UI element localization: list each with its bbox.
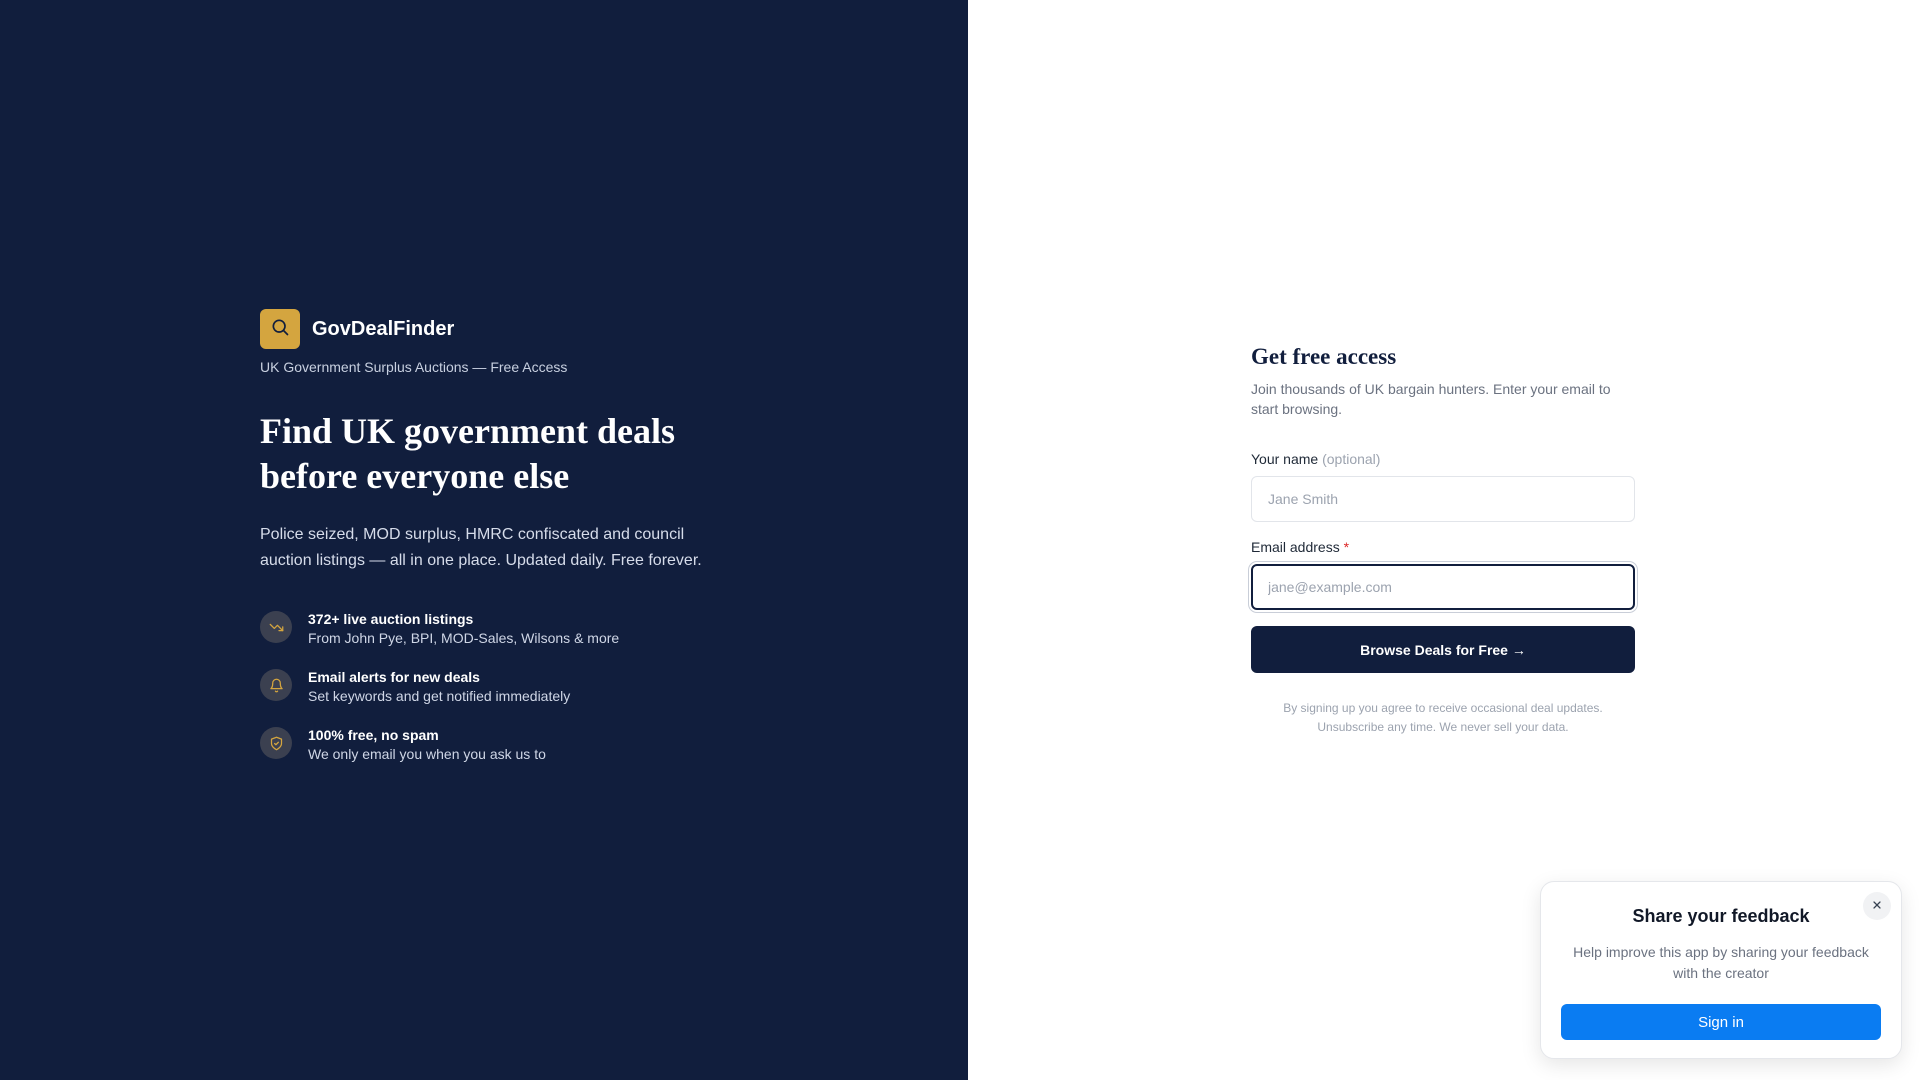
feedback-title: Share your feedback <box>1632 906 1810 926</box>
search-icon <box>270 317 290 342</box>
feature-title: 372+ live auction listings <box>308 611 474 627</box>
browse-deals-button[interactable]: Browse Deals for Free → <box>1251 626 1635 673</box>
signup-form <box>1251 344 1635 737</box>
form-subtitle: Join thousands of UK bargain hunters. Enter your email to start browsing. <box>1251 381 1611 417</box>
hero-headline: Find UK government deals before everyone else <box>260 411 676 496</box>
sign-in-button[interactable]: Sign in <box>1561 1004 1881 1040</box>
optional-hint: (optional) <box>1322 451 1381 467</box>
feature-desc: We only email you when you ask us to <box>308 746 546 762</box>
brand <box>260 309 720 349</box>
feature-item <box>260 726 720 764</box>
brand-logo <box>260 309 300 349</box>
feature-item <box>260 610 720 648</box>
feedback-description: Help improve this app by sharing your feedback with the creator <box>1573 944 1869 981</box>
feedback-card <box>1540 881 1902 1059</box>
form-title: Get free access <box>1251 344 1397 369</box>
feature-list <box>260 610 720 764</box>
bell-icon <box>260 669 292 701</box>
name-label <box>1251 451 1635 467</box>
brand-tagline: UK Government Surplus Auctions — Free Access <box>260 359 568 375</box>
email-label <box>1251 539 1635 555</box>
feature-title: 100% free, no spam <box>308 727 439 743</box>
name-field[interactable] <box>1251 476 1635 522</box>
close-icon <box>1871 899 1883 914</box>
feature-desc: Set keywords and get notified immediately <box>308 688 571 704</box>
email-label-text: Email address <box>1251 539 1340 555</box>
feedback-close-button[interactable] <box>1863 892 1891 920</box>
hero-intro: Police seized, MOD surplus, HMRC confiscated and council auction listings — all in one place. Updated daily. Free forever. <box>260 526 702 569</box>
name-label-text: Your name <box>1251 451 1319 467</box>
legal-line: Unsubscribe any time. We never sell your data. <box>1317 720 1569 734</box>
email-field[interactable] <box>1251 564 1635 610</box>
legal-notice <box>1251 699 1635 737</box>
shield-check-icon <box>260 727 292 759</box>
feature-item <box>260 668 720 706</box>
required-marker: * <box>1343 539 1350 555</box>
trending-down-icon <box>260 611 292 643</box>
legal-line: By signing up you agree to receive occasional deal updates. <box>1283 701 1603 715</box>
brand-name: GovDealFinder <box>312 317 455 340</box>
feature-desc: From John Pye, BPI, MOD-Sales, Wilsons & more <box>308 630 620 646</box>
feature-title: Email alerts for new deals <box>308 669 480 685</box>
hero-section <box>260 309 720 784</box>
